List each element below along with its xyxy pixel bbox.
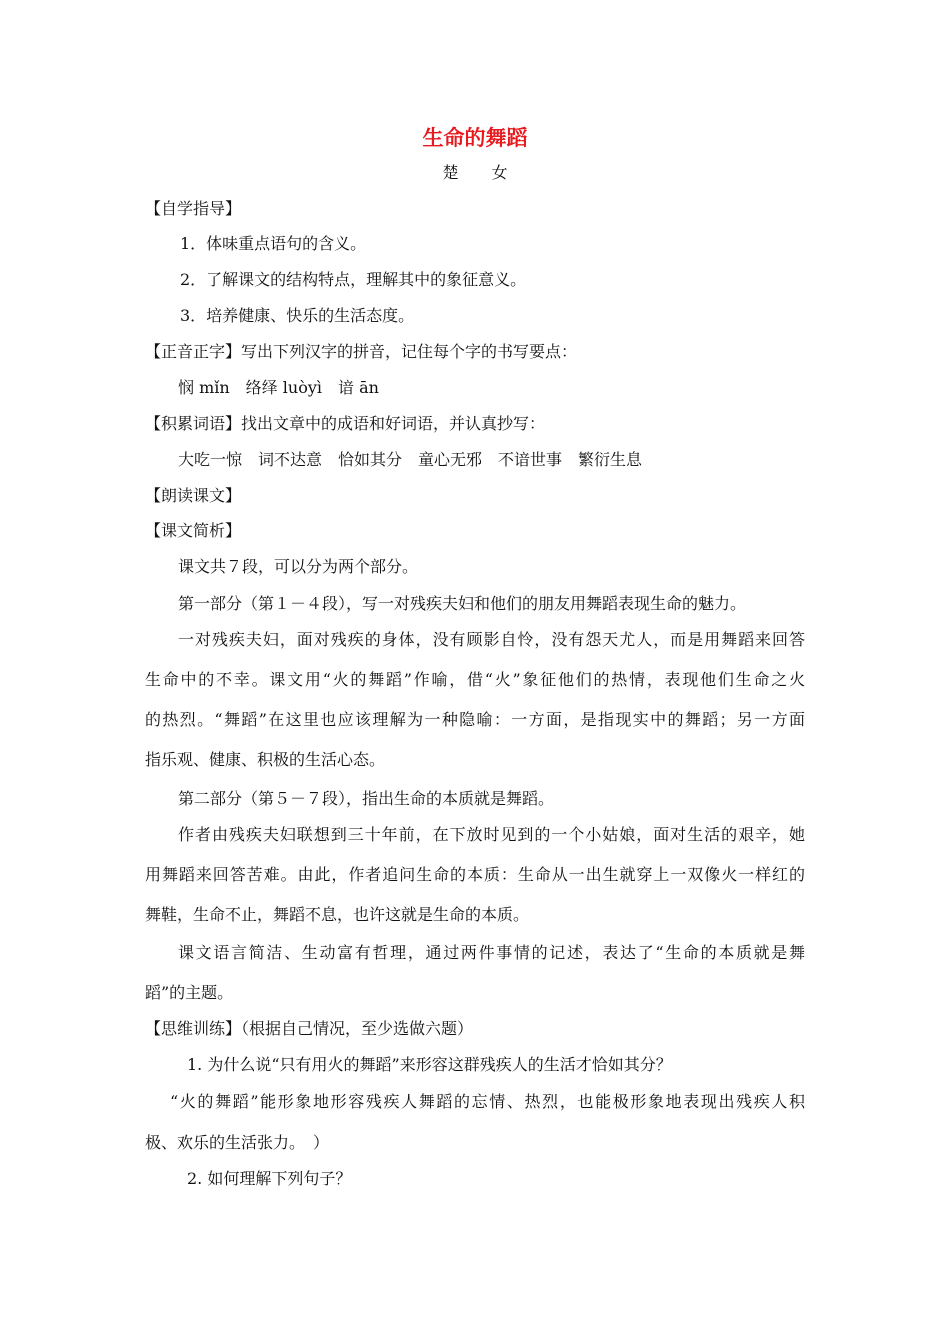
section-heading-training: 【思维训练】（根据自己情况，至少选做六题） bbox=[145, 1019, 474, 1038]
section-heading-analysis: 【课文简析】 bbox=[145, 521, 242, 540]
vocabulary-line: 大吃一惊 词不达意 恰如其分 童心无邪 不谙世事 繁衍生息 bbox=[178, 450, 643, 469]
author-name: 楚 女 bbox=[442, 163, 522, 182]
paragraph-couple-line-4: 指乐观、健康、积极的生活心态。 bbox=[145, 750, 386, 769]
paragraph-language-line-2: 蹈”的主题。 bbox=[145, 983, 234, 1002]
page-title: 生命的舞蹈 bbox=[422, 125, 528, 150]
section-heading-reading: 【朗读课文】 bbox=[145, 486, 242, 505]
question-2: 2. 如何理解下列句子？ bbox=[187, 1169, 352, 1188]
paragraph-girl-line-1: 作者由残疾夫妇联想到三十年前，在下放时见到的一个小姑娘，面对生活的艰辛，她 bbox=[178, 825, 805, 844]
paragraph-language-line-1: 课文语言简洁、生动富有哲理，通过两件事情的记述，表达了“生命的本质就是舞 bbox=[178, 943, 805, 962]
paragraph-girl-line-3: 舞鞋，生命不止，舞蹈不息，也许这就是生命的本质。 bbox=[145, 905, 530, 924]
section-heading-self-study: 【自学指导】 bbox=[145, 199, 242, 218]
pronunciation-line: 悯 mǐn 络绎 luòyì 谙 ān bbox=[178, 378, 379, 397]
paragraph-part-two: 第二部分（第５－７段），指出生命的本质就是舞蹈。 bbox=[178, 789, 555, 808]
paragraph-structure: 课文共７段，可以分为两个部分。 bbox=[178, 557, 419, 576]
answer-1-line-2: 极、欢乐的生活张力。 ） bbox=[145, 1133, 330, 1152]
answer-1-line-1: “火的舞蹈”能形象地形容残疾人舞蹈的忘情、热烈，也能极形象地表现出残疾人积 bbox=[170, 1092, 805, 1111]
section-heading-vocabulary: 【积累词语】找出文章中的成语和好词语，并认真抄写： bbox=[145, 414, 546, 433]
paragraph-couple-line-2: 生命中的不幸。课文用“火的舞蹈”作喻，借“火”象征他们的热情，表现他们生命之火 bbox=[145, 670, 805, 689]
section-heading-pronunciation: 【正音正字】写出下列汉字的拼音，记住每个字的书写要点： bbox=[145, 342, 578, 361]
goal-item-2: 2．了解课文的结构特点，理解其中的象征意义。 bbox=[180, 270, 527, 289]
paragraph-couple-line-1: 一对残疾夫妇，面对残疾的身体，没有顾影自怜，没有怨天尤人，而是用舞蹈来回答 bbox=[178, 630, 805, 649]
goal-item-1: 1．体味重点语句的含义。 bbox=[180, 234, 367, 253]
goal-item-3: 3．培养健康、快乐的生活态度。 bbox=[180, 306, 415, 325]
question-1: 1. 为什么说“只有用火的舞蹈”来形容这群残疾人的生活才恰如其分？ bbox=[187, 1055, 672, 1074]
paragraph-girl-line-2: 用舞蹈来回答苦难。由此，作者追问生命的本质：生命从一出生就穿上一双像火一样红的 bbox=[145, 865, 805, 884]
paragraph-part-one: 第一部分（第１－４段），写一对残疾夫妇和他们的朋友用舞蹈表现生命的魅力。 bbox=[178, 594, 747, 613]
paragraph-couple-line-3: 的热烈。“舞蹈”在这里也应该理解为一种隐喻：一方面，是指现实中的舞蹈；另一方面 bbox=[145, 710, 805, 729]
